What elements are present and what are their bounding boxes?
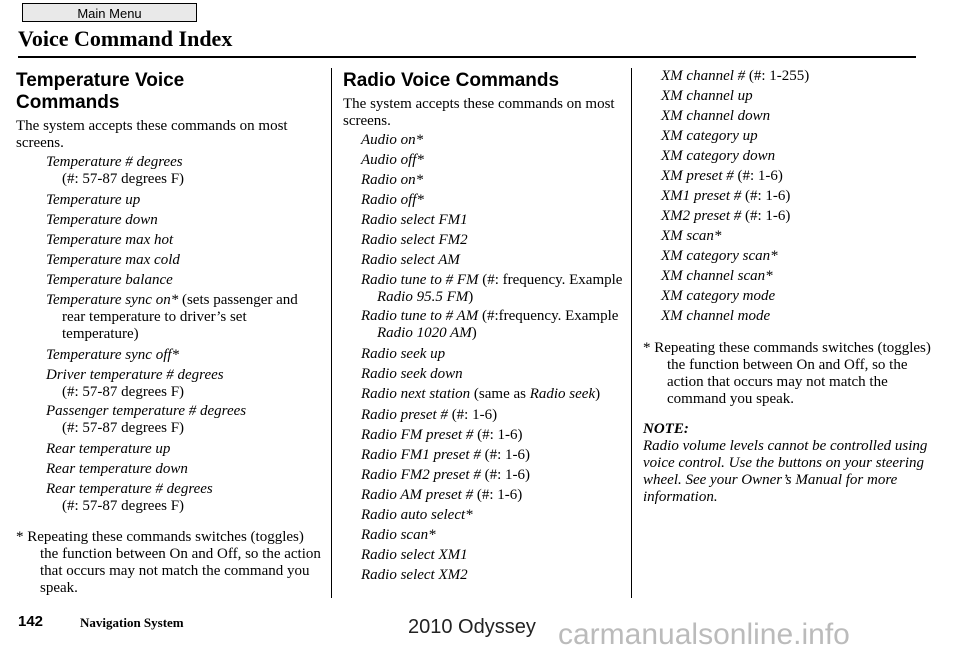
radio-command-close: ) xyxy=(468,289,474,305)
radio-command xyxy=(343,405,626,425)
radio-command-detail: (#: 1-6) xyxy=(473,427,523,443)
temperature-command-text: Temperature max hot xyxy=(46,232,174,248)
title-divider xyxy=(18,56,916,58)
column-divider-2 xyxy=(631,68,632,598)
temperature-command-text: Driver temperature # degrees xyxy=(46,367,224,383)
xm-command xyxy=(643,186,933,206)
radio-command-text: Radio next station xyxy=(361,386,471,402)
temperature-command-text: Temperature down xyxy=(46,212,158,228)
radio-command xyxy=(343,386,626,403)
xm-command xyxy=(643,306,933,326)
temperature-footnote: * Repeating these commands switches (toggles) the function between On and Off, so the action that occurs may not match the command you speak. xyxy=(16,529,321,596)
radio-command-text: Radio seek up xyxy=(361,346,446,362)
radio-command-example: Radio seek xyxy=(529,386,596,402)
xm-command-text: XM channel down xyxy=(661,108,771,124)
temperature-command-text: Temperature sync off* xyxy=(46,347,180,363)
radio-command xyxy=(343,565,626,585)
xm-command xyxy=(643,86,933,106)
temperature-command-text: Rear temperature down xyxy=(46,461,188,477)
note-body: Radio volume levels cannot be controlled using voice control. Use the buttons on your steering wheel. See your Owner’s Manual for more information. xyxy=(643,438,928,505)
xm-command xyxy=(643,106,933,126)
radio-command-detail: (same as xyxy=(470,386,530,402)
main-menu-button[interactable]: Main Menu xyxy=(22,3,197,22)
radio-command-text: Radio AM preset # xyxy=(361,487,474,503)
radio-command-text: Radio select XM2 xyxy=(361,567,468,583)
temperature-command-text: Temperature max cold xyxy=(46,252,180,268)
radio-command xyxy=(343,465,626,485)
temperature-command-text: Temperature sync on* xyxy=(46,292,179,308)
radio-command-close: ) xyxy=(595,386,601,402)
radio-command-text: Audio off* xyxy=(361,152,424,168)
radio-command xyxy=(343,230,626,250)
radio-command-close: ) xyxy=(471,325,477,341)
temperature-command xyxy=(16,481,321,515)
radio-command-detail: (#: 1-6) xyxy=(480,447,530,463)
temperature-command xyxy=(16,154,321,188)
xm-command-text: XM channel up xyxy=(661,88,753,104)
xm-command-text: XM scan* xyxy=(661,228,722,244)
xm-command-detail: (#: 1-6) xyxy=(733,168,783,184)
xm-command-text: XM1 preset # xyxy=(661,188,742,204)
radio-command-text: Radio FM2 preset # xyxy=(361,467,481,483)
xm-command-text: XM category scan* xyxy=(661,248,778,264)
radio-command-text: Radio FM preset # xyxy=(361,427,474,443)
xm-command-detail: (#: 1-255) xyxy=(745,68,810,84)
radio-command-text: Radio tune to # AM xyxy=(361,308,479,324)
temperature-command xyxy=(16,210,321,230)
temperature-command-list xyxy=(16,154,321,515)
temperature-command xyxy=(16,190,321,210)
radio-command xyxy=(343,505,626,525)
radio-command-text: Radio tune to # FM xyxy=(361,272,479,288)
radio-command xyxy=(343,308,626,342)
temperature-command-text: Passenger temperature # degrees xyxy=(46,403,247,419)
xm-command-text: XM channel # xyxy=(661,68,746,84)
temperature-command-text: Temperature balance xyxy=(46,272,173,288)
radio-command-text: Radio preset # xyxy=(361,407,448,423)
temperature-command xyxy=(16,250,321,270)
radio-command-example: Radio 1020 AM xyxy=(377,325,472,341)
radio-command-detail: (#: 1-6) xyxy=(480,467,530,483)
temperature-command-text: Temperature up xyxy=(46,192,141,208)
xm-command xyxy=(643,126,933,146)
radio-command-text: Radio scan* xyxy=(361,527,436,543)
xm-command-text: XM preset # xyxy=(661,168,734,184)
radio-command xyxy=(343,485,626,505)
xm-command-detail: (#: 1-6) xyxy=(741,208,791,224)
temperature-section xyxy=(16,66,321,597)
radio-command-detail: (#:frequency. Example xyxy=(478,308,619,324)
radio-heading: Radio Voice Commands xyxy=(343,70,560,91)
model-label: 2010 Odyssey xyxy=(408,616,536,638)
temperature-command-text: Rear temperature # degrees xyxy=(46,481,213,497)
radio-command-text: Radio select FM2 xyxy=(361,232,468,248)
temperature-command xyxy=(16,345,321,365)
xm-footnote: * Repeating these commands switches (toggles) the function between On and Off, so the action that occurs may not match the command you speak. xyxy=(643,340,931,407)
temperature-command xyxy=(16,439,321,459)
watermark: carmanualsonline.info xyxy=(558,618,850,651)
note-heading: NOTE: xyxy=(643,421,689,437)
temperature-intro: The system accepts these commands on most screens. xyxy=(16,118,288,151)
xm-command xyxy=(643,246,933,266)
temperature-heading: Temperature Voice Commands xyxy=(16,70,185,113)
xm-command xyxy=(643,146,933,166)
temperature-command-detail: (#: 57-87 degrees F) xyxy=(62,420,185,436)
radio-command-text: Radio select FM1 xyxy=(361,212,468,228)
radio-command xyxy=(343,150,626,170)
temperature-command xyxy=(16,367,321,401)
temperature-command-detail: (#: 57-87 degrees F) xyxy=(62,171,185,187)
radio-command-text: Audio on* xyxy=(361,132,424,148)
radio-command-detail: (#: frequency. Example xyxy=(478,272,623,288)
temperature-command xyxy=(16,403,321,437)
radio-command-detail: (#: 1-6) xyxy=(473,487,523,503)
xm-command-text: XM2 preset # xyxy=(661,208,742,224)
column-divider-1 xyxy=(331,68,332,598)
xm-command xyxy=(643,266,933,286)
radio-command xyxy=(343,425,626,445)
xm-command-detail: (#: 1-6) xyxy=(741,188,791,204)
temperature-command-detail: (sets passenger and rear temperature to driver’s set temperature) xyxy=(62,292,298,342)
page-title: Voice Command Index xyxy=(18,26,233,51)
radio-command-text: Radio off* xyxy=(361,192,424,208)
radio-command-text: Radio auto select* xyxy=(361,507,473,523)
radio-command-text: Radio select AM xyxy=(361,252,460,268)
footer-section: Navigation System xyxy=(80,615,184,630)
radio-command xyxy=(343,344,626,364)
temperature-command-text: Temperature # degrees xyxy=(46,154,183,170)
radio-section xyxy=(343,66,626,585)
xm-command-text: XM category up xyxy=(661,128,758,144)
page-number: 142 xyxy=(18,613,44,630)
xm-command xyxy=(643,226,933,246)
temperature-command xyxy=(16,292,321,343)
xm-command xyxy=(643,66,933,86)
radio-command xyxy=(343,210,626,230)
radio-command-text: Radio seek down xyxy=(361,366,463,382)
radio-command-text: Radio FM1 preset # xyxy=(361,447,481,463)
radio-command-text: Radio on* xyxy=(361,172,424,188)
xm-command-text: XM category down xyxy=(661,148,776,164)
radio-command xyxy=(343,250,626,270)
xm-command-text: XM category mode xyxy=(661,288,776,304)
radio-intro: The system accepts these commands on most screens. xyxy=(343,96,615,129)
xm-section xyxy=(643,66,933,506)
radio-command xyxy=(343,364,626,384)
xm-command xyxy=(643,166,933,186)
xm-command-text: XM channel mode xyxy=(661,308,771,324)
radio-command xyxy=(343,170,626,190)
radio-command-detail: (#: 1-6) xyxy=(447,407,498,423)
radio-command xyxy=(343,190,626,210)
xm-command xyxy=(643,206,933,226)
radio-command xyxy=(343,130,626,150)
temperature-command-detail: (#: 57-87 degrees F) xyxy=(62,384,185,400)
temperature-command xyxy=(16,270,321,290)
xm-command-list xyxy=(643,66,933,326)
temperature-command xyxy=(16,230,321,250)
temperature-command xyxy=(16,459,321,479)
radio-command-list xyxy=(343,130,626,585)
temperature-command-text: Rear temperature up xyxy=(46,441,171,457)
radio-command xyxy=(343,525,626,545)
radio-command-text: Radio select XM1 xyxy=(361,547,468,563)
radio-command xyxy=(343,545,626,565)
radio-command xyxy=(343,272,626,306)
radio-command-example: Radio 95.5 FM xyxy=(377,289,469,305)
temperature-command-detail: (#: 57-87 degrees F) xyxy=(62,498,185,514)
xm-command xyxy=(643,286,933,306)
radio-command xyxy=(343,445,626,465)
xm-command-text: XM channel scan* xyxy=(661,268,773,284)
